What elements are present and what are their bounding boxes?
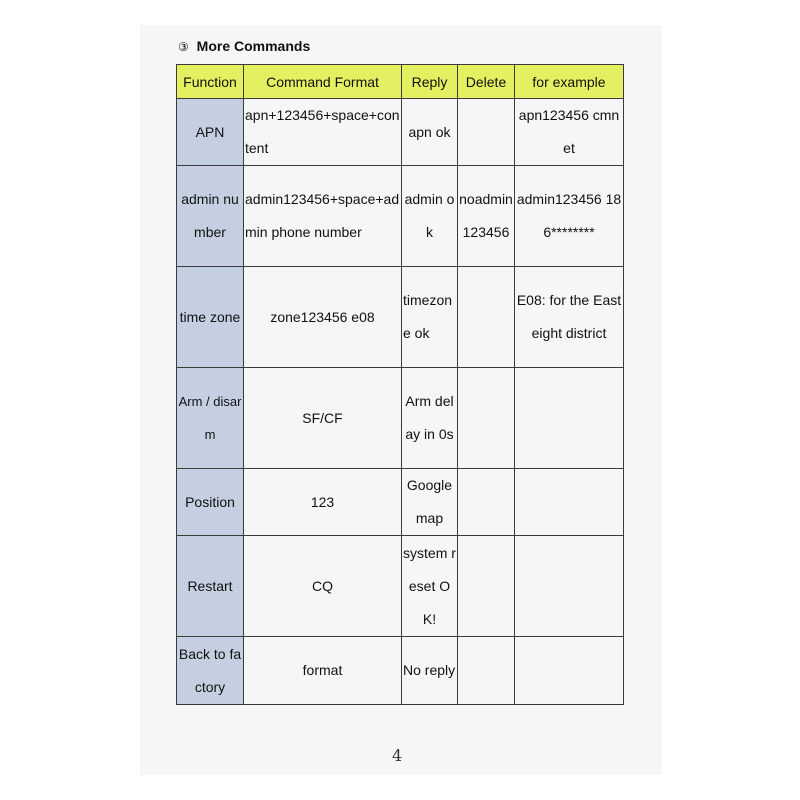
header-function: Function [177, 65, 244, 99]
cell-function: Arm / disarm [177, 368, 244, 469]
table-row [177, 267, 624, 368]
cell-format: 123 [244, 469, 402, 536]
cell-delete [458, 536, 515, 637]
cell-reply: No reply [402, 637, 458, 705]
cell-reply: apn ok [402, 99, 458, 166]
cell-reply: system reset OK! [402, 536, 458, 637]
cell-example: E08: for the East eight district [515, 267, 624, 368]
cell-format: zone123456 e08 [244, 267, 402, 368]
cell-format: format [244, 637, 402, 705]
header-delete: Delete [458, 65, 515, 99]
cell-function: admin number [177, 166, 244, 267]
cell-format: apn+123456+space+content [244, 99, 402, 166]
cell-function: Back to factory [177, 637, 244, 705]
header-for-example: for example [515, 65, 624, 99]
section-title [178, 38, 310, 54]
table-header-row [177, 65, 624, 99]
cell-delete: noadmin123456 [458, 166, 515, 267]
table-row [177, 637, 624, 705]
cell-reply: Arm delay in 0s [402, 368, 458, 469]
commands-table [176, 64, 624, 705]
cell-delete [458, 469, 515, 536]
cell-example [515, 637, 624, 705]
cell-function: APN [177, 99, 244, 166]
cell-example [515, 469, 624, 536]
cell-reply: Google map [402, 469, 458, 536]
table-row [177, 368, 624, 469]
table-row [177, 469, 624, 536]
cell-function: time zone [177, 267, 244, 368]
page-number: 4 [392, 746, 403, 765]
section-marker: ③ [178, 40, 189, 54]
cell-example: admin123456 186******** [515, 166, 624, 267]
cell-reply: timezone ok [402, 267, 458, 368]
header-command-format: Command Format [244, 65, 402, 99]
cell-delete [458, 267, 515, 368]
cell-function: Restart [177, 536, 244, 637]
cell-format: SF/CF [244, 368, 402, 469]
cell-delete [458, 99, 515, 166]
table-row [177, 99, 624, 166]
cell-example [515, 368, 624, 469]
cell-reply: admin ok [402, 166, 458, 267]
cell-example: apn123456 cmnet [515, 99, 624, 166]
cell-format: CQ [244, 536, 402, 637]
cell-format: admin123456+space+admin phone number [244, 166, 402, 267]
cell-function: Position [177, 469, 244, 536]
cell-delete [458, 637, 515, 705]
table-row [177, 166, 624, 267]
section-title-text: More Commands [196, 38, 311, 54]
cell-delete [458, 368, 515, 469]
header-reply: Reply [402, 65, 458, 99]
table-row [177, 536, 624, 637]
cell-example [515, 536, 624, 637]
